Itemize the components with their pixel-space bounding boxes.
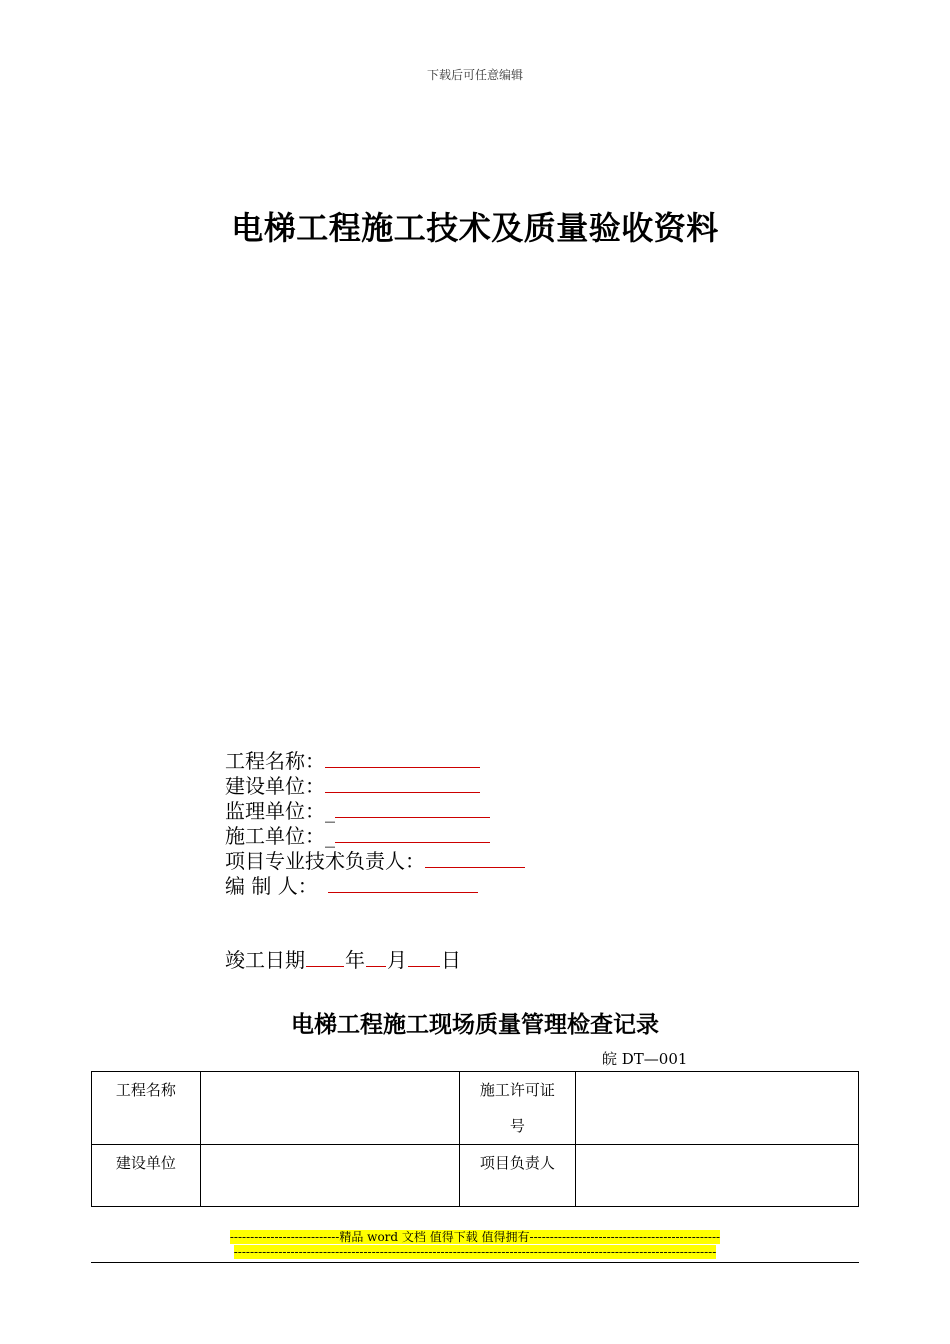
record-title: 电梯工程施工现场质量管理检查记录 [291,1012,659,1038]
cell-value-construction-unit [200,1145,459,1207]
footer-banner-line1: ---------------------------精品 word 文档 值得下载 值得拥有----------------------------------------------- [229,1230,721,1244]
field-label: 工程名称： [225,749,325,773]
table-row [92,1072,859,1145]
table-row [92,1145,859,1207]
completion-date [225,946,461,973]
cell-label-construction-unit: 建设单位 [92,1145,201,1207]
field-label: 项目专业技术负责人： [225,849,425,873]
year-label: 年 [345,948,365,972]
field-supervision-unit [225,797,525,822]
field-label: 监理单位：_ [225,799,335,823]
fill-in-blank [328,872,478,893]
month-label: 月 [387,948,407,972]
cell-label-project-manager: 项目负责人 [459,1145,576,1207]
document-title: 电梯工程施工技术及质量验收资料 [231,209,719,247]
field-technical-lead [225,847,525,872]
day-blank [408,946,440,967]
field-project-name [225,747,525,772]
cell-label-permit-number [459,1072,576,1145]
cell-value-permit-number [576,1072,859,1145]
month-blank [366,946,386,967]
cell-value-project-manager [576,1145,859,1207]
field-construction-unit [225,772,525,797]
footer-divider [91,1262,859,1263]
field-label: 建设单位： [225,774,325,798]
record-table [91,1071,859,1207]
field-compiler [225,872,525,897]
footer-banner-line2: ----------------------------------------------------------------------------------------------------------------------- [233,1245,717,1259]
fill-in-blank [325,747,480,768]
permit-label-line1: 施工许可证 [479,1081,555,1099]
project-info-fields [225,747,525,897]
cell-value-project-name [200,1072,459,1145]
fill-in-blank [325,772,480,793]
fill-in-blank [425,847,525,868]
cell-label-project-name: 工程名称 [92,1072,201,1145]
form-code: 皖 DT—001 [602,1050,688,1068]
field-contractor-unit [225,822,525,847]
header-note: 下载后可任意编辑 [426,68,523,82]
field-label: 施工单位：_ [225,824,335,848]
day-label: 日 [441,948,461,972]
fill-in-blank [335,797,490,818]
permit-label-line2: 号 [509,1117,525,1135]
year-blank [306,946,344,967]
fill-in-blank [335,822,490,843]
date-prefix: 竣工日期 [225,948,305,972]
field-label: 编 制 人： [225,874,318,898]
